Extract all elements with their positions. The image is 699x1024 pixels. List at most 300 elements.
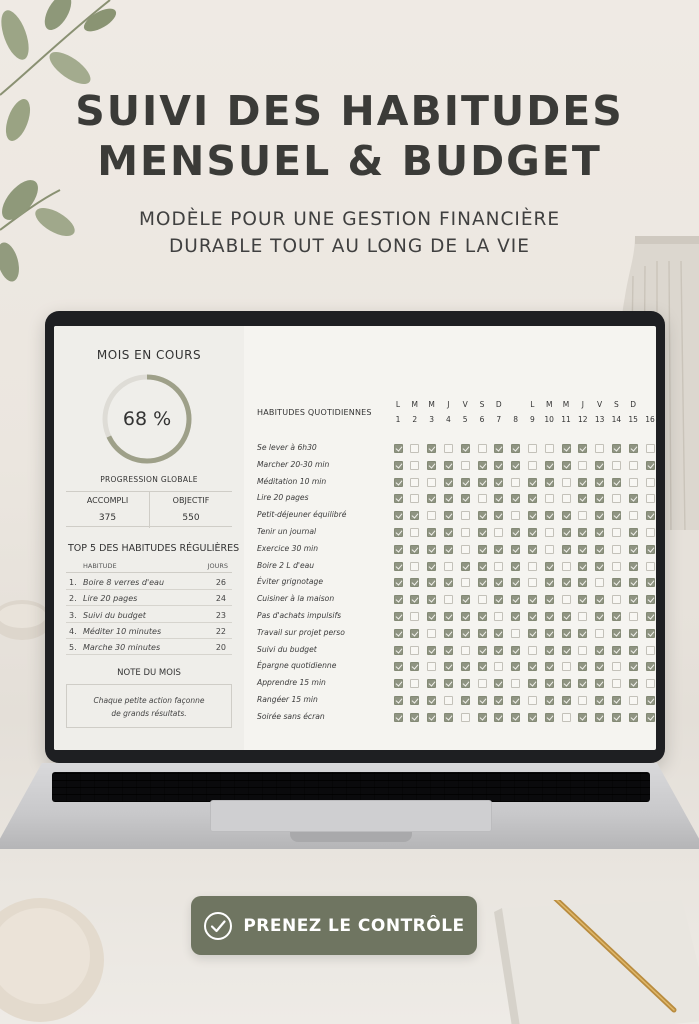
day-letter: V	[597, 400, 603, 409]
habit-checkbox[interactable]	[595, 696, 604, 705]
habit-checkbox[interactable]	[595, 461, 604, 470]
habit-checkbox[interactable]	[545, 562, 554, 571]
habit-checkbox[interactable]	[545, 629, 554, 638]
habit-checkbox[interactable]	[528, 679, 537, 688]
habit-checkbox[interactable]	[545, 478, 554, 487]
habit-checkbox[interactable]	[646, 646, 655, 655]
habit-checkbox[interactable]	[511, 713, 520, 722]
habit-checkbox[interactable]	[545, 545, 554, 554]
habit-checkbox[interactable]	[394, 478, 403, 487]
habit-checkbox[interactable]	[410, 444, 419, 453]
habit-checkbox[interactable]	[410, 511, 419, 520]
habit-checkbox[interactable]	[595, 595, 604, 604]
habit-checkbox[interactable]	[427, 478, 436, 487]
habit-checkbox[interactable]	[494, 461, 503, 470]
habit-checkbox[interactable]	[595, 511, 604, 520]
habit-checkbox[interactable]	[394, 461, 403, 470]
habit-checkbox[interactable]	[511, 545, 520, 554]
habit-checkbox[interactable]	[511, 562, 520, 571]
day-letter: S	[614, 400, 619, 409]
habit-checkbox[interactable]	[444, 461, 453, 470]
habit-checkbox[interactable]	[562, 713, 571, 722]
day-number: 16	[645, 415, 655, 424]
habit-checkbox[interactable]	[528, 662, 537, 671]
habit-checkbox[interactable]	[427, 578, 436, 587]
habit-checkbox[interactable]	[646, 528, 655, 537]
habit-checkbox[interactable]	[646, 696, 655, 705]
habit-checkbox[interactable]	[646, 562, 655, 571]
habit-checkbox[interactable]	[478, 528, 487, 537]
habit-checkbox[interactable]	[528, 545, 537, 554]
habit-checkbox[interactable]	[595, 646, 604, 655]
habit-checkbox[interactable]	[612, 478, 621, 487]
habit-checkbox[interactable]	[612, 679, 621, 688]
top5-habit: Marche 30 minutes	[83, 643, 161, 653]
habit-checkbox[interactable]	[511, 646, 520, 655]
habit-checkbox[interactable]	[444, 444, 453, 453]
habit-checkbox[interactable]	[444, 562, 453, 571]
habit-checkbox[interactable]	[646, 612, 655, 621]
habit-checkbox[interactable]	[612, 545, 621, 554]
habit-checkbox[interactable]	[578, 595, 587, 604]
habit-checkbox[interactable]	[494, 444, 503, 453]
habit-checkbox[interactable]	[494, 494, 503, 503]
top5-days: 22	[215, 626, 226, 636]
habit-checkbox[interactable]	[461, 562, 470, 571]
habit-checkbox[interactable]	[612, 511, 621, 520]
habit-checkbox[interactable]	[629, 578, 638, 587]
habit-checkbox[interactable]	[545, 511, 554, 520]
habit-checkbox[interactable]	[595, 713, 604, 722]
habit-checkbox[interactable]	[629, 713, 638, 722]
habit-checkbox[interactable]	[545, 444, 554, 453]
habit-checkbox[interactable]	[461, 646, 470, 655]
habit-checkbox[interactable]	[612, 494, 621, 503]
habit-checkbox[interactable]	[444, 646, 453, 655]
habit-checkbox[interactable]	[427, 595, 436, 604]
habit-checkbox[interactable]	[444, 696, 453, 705]
habit-checkbox[interactable]	[511, 696, 520, 705]
habit-checkbox[interactable]	[478, 562, 487, 571]
habit-checkbox[interactable]	[578, 494, 587, 503]
habit-checkbox[interactable]	[410, 528, 419, 537]
habit-checkbox[interactable]	[612, 629, 621, 638]
habit-checkbox[interactable]	[494, 578, 503, 587]
habit-checkbox[interactable]	[478, 629, 487, 638]
habit-checkbox[interactable]	[410, 612, 419, 621]
habit-checkbox[interactable]	[528, 494, 537, 503]
habit-checkbox[interactable]	[494, 696, 503, 705]
habit-checkbox[interactable]	[410, 578, 419, 587]
check-circle-icon	[203, 911, 233, 941]
habit-checkbox[interactable]	[629, 662, 638, 671]
habit-checkbox[interactable]	[629, 562, 638, 571]
habit-checkbox[interactable]	[461, 679, 470, 688]
habit-checkbox[interactable]	[394, 662, 403, 671]
habit-checkbox[interactable]	[461, 461, 470, 470]
habit-checkbox[interactable]	[562, 528, 571, 537]
habit-checkbox[interactable]	[444, 713, 453, 722]
habit-checkbox[interactable]	[444, 595, 453, 604]
habit-label: Rangéer 15 min	[257, 695, 318, 704]
habit-checkbox[interactable]	[562, 662, 571, 671]
laptop-keyboard	[52, 772, 650, 802]
habit-checkbox[interactable]	[528, 595, 537, 604]
habit-checkbox[interactable]	[394, 713, 403, 722]
habit-checkbox[interactable]	[478, 494, 487, 503]
habit-checkbox[interactable]	[646, 478, 655, 487]
habit-checkbox[interactable]	[545, 461, 554, 470]
habit-checkbox[interactable]	[562, 444, 571, 453]
top5-title: TOP 5 DES HABITUDES RÉGULIÈRES	[68, 543, 240, 554]
take-control-button[interactable]	[191, 896, 477, 955]
habit-checkbox[interactable]	[511, 662, 520, 671]
day-number: 10	[544, 415, 554, 424]
habit-checkbox[interactable]	[528, 646, 537, 655]
habit-checkbox[interactable]	[427, 444, 436, 453]
day-number: 4	[446, 415, 451, 424]
habit-checkbox[interactable]	[427, 662, 436, 671]
habit-checkbox[interactable]	[461, 612, 470, 621]
habit-checkbox[interactable]	[562, 494, 571, 503]
habit-checkbox[interactable]	[461, 578, 470, 587]
habit-checkbox[interactable]	[545, 662, 554, 671]
habit-checkbox[interactable]	[612, 662, 621, 671]
habit-checkbox[interactable]	[528, 528, 537, 537]
habit-checkbox[interactable]	[528, 444, 537, 453]
habit-checkbox[interactable]	[394, 511, 403, 520]
habit-checkbox[interactable]	[595, 444, 604, 453]
habit-checkbox[interactable]	[478, 696, 487, 705]
month-title: MOIS EN COURS	[96, 348, 202, 362]
habit-checkbox[interactable]	[427, 562, 436, 571]
habit-checkbox[interactable]	[562, 478, 571, 487]
habit-checkbox[interactable]	[629, 696, 638, 705]
habit-checkbox[interactable]	[494, 612, 503, 621]
habit-checkbox[interactable]	[646, 578, 655, 587]
habit-checkbox[interactable]	[629, 629, 638, 638]
habit-checkbox[interactable]	[444, 679, 453, 688]
habit-checkbox[interactable]	[494, 528, 503, 537]
habit-checkbox[interactable]	[478, 511, 487, 520]
stat-done	[66, 492, 149, 528]
habit-checkbox[interactable]	[578, 679, 587, 688]
habit-checkbox[interactable]	[394, 545, 403, 554]
habit-checkbox[interactable]	[427, 528, 436, 537]
habit-checkbox[interactable]	[511, 612, 520, 621]
habit-checkbox[interactable]	[545, 679, 554, 688]
habit-checkbox[interactable]	[427, 713, 436, 722]
habit-checkbox[interactable]	[494, 662, 503, 671]
habit-checkbox[interactable]	[612, 595, 621, 604]
habit-checkbox[interactable]	[629, 545, 638, 554]
habit-checkbox[interactable]	[478, 595, 487, 604]
habit-checkbox[interactable]	[511, 578, 520, 587]
habit-checkbox[interactable]	[562, 595, 571, 604]
habit-checkbox[interactable]	[562, 679, 571, 688]
top5-header	[66, 559, 232, 573]
habit-checkbox[interactable]	[461, 595, 470, 604]
habit-checkbox[interactable]	[478, 612, 487, 621]
habit-checkbox[interactable]	[478, 662, 487, 671]
habit-checkbox[interactable]	[494, 629, 503, 638]
habit-checkbox[interactable]	[528, 461, 537, 470]
day-letter: M	[545, 400, 553, 409]
habit-checkbox[interactable]	[646, 679, 655, 688]
habit-checkbox[interactable]	[394, 696, 403, 705]
habit-checkbox[interactable]	[478, 461, 487, 470]
habit-checkbox[interactable]	[528, 578, 537, 587]
habit-checkbox[interactable]	[461, 629, 470, 638]
habit-checkbox[interactable]	[410, 679, 419, 688]
habit-checkbox[interactable]	[427, 646, 436, 655]
habit-checkbox[interactable]	[646, 662, 655, 671]
habit-checkbox[interactable]	[478, 646, 487, 655]
habit-checkbox[interactable]	[511, 478, 520, 487]
habit-checkbox[interactable]	[410, 478, 419, 487]
habit-checkbox[interactable]	[478, 478, 487, 487]
day-number: 1	[395, 415, 401, 424]
habit-checkbox[interactable]	[595, 629, 604, 638]
habit-checkbox[interactable]	[394, 646, 403, 655]
habit-checkbox[interactable]	[461, 662, 470, 671]
habit-checkbox[interactable]	[646, 494, 655, 503]
habit-checkbox[interactable]	[545, 595, 554, 604]
habit-checkbox[interactable]	[646, 713, 655, 722]
habit-checkbox[interactable]	[595, 545, 604, 554]
habit-checkbox[interactable]	[444, 629, 453, 638]
habit-checkbox[interactable]	[427, 679, 436, 688]
day-letter: L	[530, 400, 535, 409]
laptop-trackpad	[210, 800, 492, 832]
habit-checkbox[interactable]	[612, 528, 621, 537]
habit-checkbox[interactable]	[461, 713, 470, 722]
habit-checkbox[interactable]	[629, 444, 638, 453]
habit-checkbox[interactable]	[461, 478, 470, 487]
habit-checkbox[interactable]	[528, 713, 537, 722]
habit-checkbox[interactable]	[427, 629, 436, 638]
habit-checkbox[interactable]	[410, 713, 419, 722]
habit-checkbox[interactable]	[578, 578, 587, 587]
habit-checkbox[interactable]	[511, 444, 520, 453]
day-letter: M	[411, 400, 419, 409]
habit-checkbox[interactable]	[595, 612, 604, 621]
habit-checkbox[interactable]	[629, 646, 638, 655]
habit-label: Éviter grignotage	[257, 577, 324, 587]
habit-checkbox[interactable]	[410, 595, 419, 604]
habit-checkbox[interactable]	[545, 494, 554, 503]
habit-checkbox[interactable]	[612, 578, 621, 587]
habit-checkbox[interactable]	[394, 578, 403, 587]
habit-checkbox[interactable]	[444, 612, 453, 621]
habit-checkbox[interactable]	[562, 612, 571, 621]
habit-checkbox[interactable]	[629, 612, 638, 621]
note-title: NOTE DU MOIS	[117, 668, 181, 678]
habit-checkbox[interactable]	[646, 595, 655, 604]
habit-checkbox[interactable]	[494, 511, 503, 520]
top5-days: 23	[215, 610, 226, 620]
habit-checkbox[interactable]	[612, 562, 621, 571]
habit-checkbox[interactable]	[461, 696, 470, 705]
habit-checkbox[interactable]	[478, 679, 487, 688]
habit-checkbox[interactable]	[545, 528, 554, 537]
habit-checkbox[interactable]	[629, 679, 638, 688]
habit-checkbox[interactable]	[612, 646, 621, 655]
habit-checkbox[interactable]	[545, 713, 554, 722]
habit-checkbox[interactable]	[528, 478, 537, 487]
habit-checkbox[interactable]	[595, 494, 604, 503]
habit-checkbox[interactable]	[394, 528, 403, 537]
habit-checkbox[interactable]	[494, 545, 503, 554]
habit-checkbox[interactable]	[410, 562, 419, 571]
habit-checkbox[interactable]	[578, 662, 587, 671]
habit-checkbox[interactable]	[494, 646, 503, 655]
habit-checkbox[interactable]	[410, 461, 419, 470]
habit-checkbox[interactable]	[629, 494, 638, 503]
habit-checkbox[interactable]	[629, 595, 638, 604]
habit-checkbox[interactable]	[410, 494, 419, 503]
habit-checkbox[interactable]	[427, 461, 436, 470]
habit-checkbox[interactable]	[528, 696, 537, 705]
habit-checkbox[interactable]	[511, 494, 520, 503]
habit-checkbox[interactable]	[461, 511, 470, 520]
habit-checkbox[interactable]	[444, 545, 453, 554]
habit-checkbox[interactable]	[444, 578, 453, 587]
habit-checkbox[interactable]	[578, 461, 587, 470]
habit-checkbox[interactable]	[578, 478, 587, 487]
habit-checkbox[interactable]	[578, 713, 587, 722]
top5-habit: Boire 8 verres d'eau	[83, 578, 165, 587]
habit-checkbox[interactable]	[478, 545, 487, 554]
habit-checkbox[interactable]	[612, 696, 621, 705]
habit-checkbox[interactable]	[427, 545, 436, 554]
habit-checkbox[interactable]	[394, 494, 403, 503]
stat-goal-value: 550	[182, 513, 200, 523]
habit-checkbox[interactable]	[394, 562, 403, 571]
habit-checkbox[interactable]	[578, 612, 587, 621]
habit-checkbox[interactable]	[394, 595, 403, 604]
habit-checkbox[interactable]	[578, 528, 587, 537]
habit-checkbox[interactable]	[629, 528, 638, 537]
habit-checkbox[interactable]	[444, 494, 453, 503]
habit-checkbox[interactable]	[562, 545, 571, 554]
habit-checkbox[interactable]	[578, 629, 587, 638]
habit-checkbox[interactable]	[562, 629, 571, 638]
habit-checkbox[interactable]	[410, 662, 419, 671]
habit-checkbox[interactable]	[528, 511, 537, 520]
habit-checkbox[interactable]	[629, 478, 638, 487]
habit-checkbox[interactable]	[612, 713, 621, 722]
habit-checkbox[interactable]	[410, 545, 419, 554]
habit-checkbox[interactable]	[578, 511, 587, 520]
habit-checkbox[interactable]	[562, 562, 571, 571]
habit-checkbox[interactable]	[427, 696, 436, 705]
habit-checkbox[interactable]	[646, 629, 655, 638]
habit-checkbox[interactable]	[578, 696, 587, 705]
habit-checkbox[interactable]	[595, 478, 604, 487]
habit-checkbox[interactable]	[494, 478, 503, 487]
habit-checkbox[interactable]	[410, 646, 419, 655]
habit-checkbox[interactable]	[478, 713, 487, 722]
habit-checkbox[interactable]	[646, 511, 655, 520]
habit-checkbox[interactable]	[545, 612, 554, 621]
habit-checkbox[interactable]	[595, 662, 604, 671]
habit-checkbox[interactable]	[629, 511, 638, 520]
habit-checkbox[interactable]	[595, 528, 604, 537]
habit-checkbox[interactable]	[511, 461, 520, 470]
habit-checkbox[interactable]	[427, 494, 436, 503]
habit-checkbox[interactable]	[629, 461, 638, 470]
habit-checkbox[interactable]	[444, 478, 453, 487]
habit-checkbox[interactable]	[394, 612, 403, 621]
habit-checkbox[interactable]	[578, 562, 587, 571]
habit-checkbox[interactable]	[646, 461, 655, 470]
habit-checkbox[interactable]	[646, 545, 655, 554]
habit-checkbox[interactable]	[427, 612, 436, 621]
habit-checkbox[interactable]	[562, 646, 571, 655]
habit-checkbox[interactable]	[494, 679, 503, 688]
habit-checkbox[interactable]	[511, 528, 520, 537]
habit-checkbox[interactable]	[528, 629, 537, 638]
habit-checkbox[interactable]	[461, 444, 470, 453]
habit-checkbox[interactable]	[646, 444, 655, 453]
habit-checkbox[interactable]	[444, 528, 453, 537]
habit-checkbox[interactable]	[478, 578, 487, 587]
top5-habit: Lire 20 pages	[83, 594, 138, 604]
habit-checkbox[interactable]	[578, 545, 587, 554]
top5-rank: 4.	[69, 626, 77, 636]
habit-checkbox[interactable]	[528, 612, 537, 621]
habit-checkbox[interactable]	[612, 444, 621, 453]
habit-checkbox[interactable]	[612, 612, 621, 621]
habit-checkbox[interactable]	[444, 662, 453, 671]
habit-checkbox[interactable]	[427, 511, 436, 520]
habit-checkbox[interactable]	[410, 629, 419, 638]
habit-checkbox[interactable]	[528, 562, 537, 571]
habit-checkbox[interactable]	[562, 511, 571, 520]
habit-checkbox[interactable]	[461, 528, 470, 537]
habit-checkbox[interactable]	[578, 646, 587, 655]
habit-checkbox[interactable]	[394, 679, 403, 688]
habit-checkbox[interactable]	[545, 696, 554, 705]
habit-checkbox[interactable]	[612, 461, 621, 470]
habit-checkbox[interactable]	[394, 444, 403, 453]
day-letter: L	[395, 400, 401, 409]
habit-checkbox[interactable]	[562, 578, 571, 587]
habit-checkbox[interactable]	[562, 696, 571, 705]
habit-checkbox[interactable]	[511, 679, 520, 688]
habit-checkbox[interactable]	[562, 461, 571, 470]
habit-checkbox[interactable]	[511, 595, 520, 604]
habit-checkbox[interactable]	[494, 713, 503, 722]
habit-checkbox[interactable]	[461, 494, 470, 503]
habit-checkbox[interactable]	[410, 696, 419, 705]
habit-checkbox[interactable]	[545, 578, 554, 587]
habit-checkbox[interactable]	[444, 511, 453, 520]
habit-checkbox[interactable]	[494, 595, 503, 604]
habit-checkbox[interactable]	[511, 629, 520, 638]
habit-checkbox[interactable]	[494, 562, 503, 571]
habit-checkbox[interactable]	[478, 444, 487, 453]
habit-checkbox[interactable]	[394, 629, 403, 638]
habit-checkbox[interactable]	[595, 562, 604, 571]
habit-checkbox[interactable]	[595, 679, 604, 688]
habit-checkbox[interactable]	[578, 444, 587, 453]
habit-checkbox[interactable]	[545, 646, 554, 655]
habit-checkbox[interactable]	[595, 578, 604, 587]
habit-checkbox[interactable]	[461, 545, 470, 554]
habit-checkbox[interactable]	[511, 511, 520, 520]
